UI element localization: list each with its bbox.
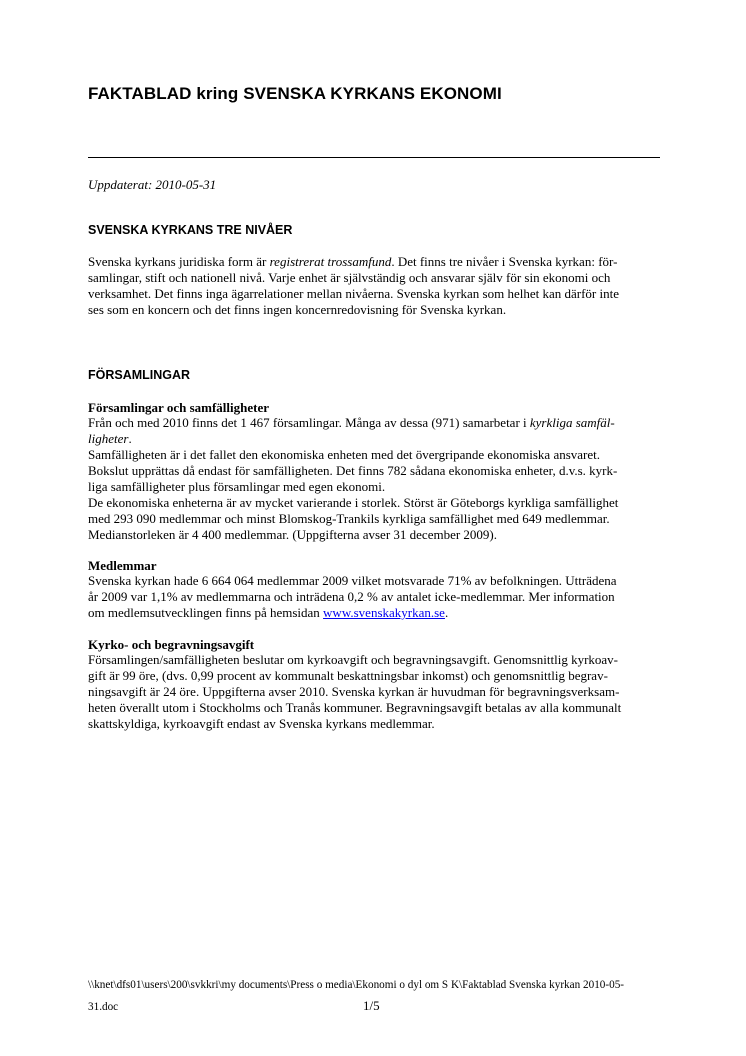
paragraph-line: ligheter. (88, 431, 132, 446)
levels-paragraph (88, 254, 619, 318)
paragraph-line: Svenska kyrkan hade 6 664 064 medlemmar 2009 vilket motsvarade 71% av befolkningen. Utträdena (88, 573, 617, 588)
subheading-members: Medlemmar (88, 558, 157, 573)
paragraph-line: Samfälligheten är i det fallet den ekonomiska enheten med det övergripande ekonomiska ansvaret. (88, 447, 601, 462)
paragraph-line: samlingar, stift och nationell nivå. Varje enhet är självständig och ansvarar själv för sin ekonomi och (88, 270, 611, 285)
emphasis-text: registrerat trossamfund (269, 254, 392, 269)
section-heading-parishes: FÖRSAMLINGAR (88, 368, 191, 382)
paragraph-line: gift är 99 öre, (dvs. 0,99 procent av kommunalt beskattningsbar inkomst) och genomsnittlig begrav- (88, 668, 608, 683)
parishes-paragraph (88, 415, 618, 543)
website-link[interactable]: www.svenskakyrkan.se (323, 605, 445, 620)
subheading-fees: Kyrko- och begravningsavgift (88, 637, 255, 652)
document-title: FAKTABLAD kring SVENSKA KYRKANS EKONOMI (88, 84, 502, 103)
footer-file-name: 31.doc (88, 1001, 119, 1013)
paragraph-line: Församlingen/samfälligheten beslutar om kyrkoavgift och begravningsavgift. Genomsnittlig kyrkoav- (88, 652, 618, 667)
subheading-parishes: Församlingar och samfälligheter (88, 400, 270, 415)
paragraph-line: De ekonomiska enheterna är av mycket varierande i storlek. Störst är Göteborgs kyrkliga samfällighet (88, 495, 619, 510)
paragraph-line: Medianstorleken är 4 400 medlemmar. (Uppgifterna avser 31 december 2009). (88, 527, 497, 542)
paragraph-line: om medlemsutvecklingen finns på hemsidan www.svenskakyrkan.se. (88, 605, 449, 620)
paragraph-line: Från och med 2010 finns det 1 467 församlingar. Många av dessa (971) samarbetar i kyrkliga samfäl- (88, 415, 615, 430)
footer-file-path: \\knet\dfs01\users\200\svkkri\my documents\Press o media\Ekonomi o dyl om S K\Faktablad Svenska kyrkan 2010-05- (88, 979, 625, 991)
paragraph-line: liga samfälligheter plus församlingar med egen ekonomi. (88, 479, 386, 494)
paragraph-line: ses som en koncern och det finns ingen koncernredovisning för Svenska kyrkan. (88, 302, 507, 317)
paragraph-line: heten överallt utom i Stockholms och Tranås kommuner. Begravningsavgift betalas av alla kommunalt (88, 700, 622, 715)
title-divider (88, 157, 660, 158)
paragraph-line: ningsavgift är 24 öre. Uppgifterna avser 2010. Svenska kyrkan är huvudman för begravningsverksam- (88, 684, 620, 699)
fees-paragraph (88, 652, 621, 732)
updated-date: Uppdaterat: 2010-05-31 (88, 177, 217, 192)
paragraph-line: verksamhet. Det finns inga ägarrelationer mellan nivåerna. Svenska kyrkan som helhet kan därför inte (88, 286, 620, 301)
section-heading-levels: SVENSKA KYRKANS TRE NIVÅER (88, 223, 293, 237)
paragraph-line: skattskyldiga, kyrkoavgift endast av Svenska kyrkans medlemmar. (88, 716, 435, 731)
paragraph-line: Svenska kyrkans juridiska form är registrerat trossamfund. Det finns tre nivåer i Svenska kyrkan: för- (88, 254, 618, 269)
paragraph-line: år 2009 var 1,1% av medlemmarna och inträdena 0,2 % av antalet icke-medlemmar. Mer information (88, 589, 615, 604)
paragraph-line: med 293 090 medlemmar och minst Blomskog-Trankils kyrkliga samfällighet med 649 medlemmar. (88, 511, 610, 526)
paragraph-line: Bokslut upprättas då endast för samfälligheten. Det finns 782 sådana ekonomiska enheter, d.v.s. kyrk- (88, 463, 618, 478)
members-paragraph (88, 573, 617, 621)
page-number: 1/5 (363, 998, 380, 1013)
